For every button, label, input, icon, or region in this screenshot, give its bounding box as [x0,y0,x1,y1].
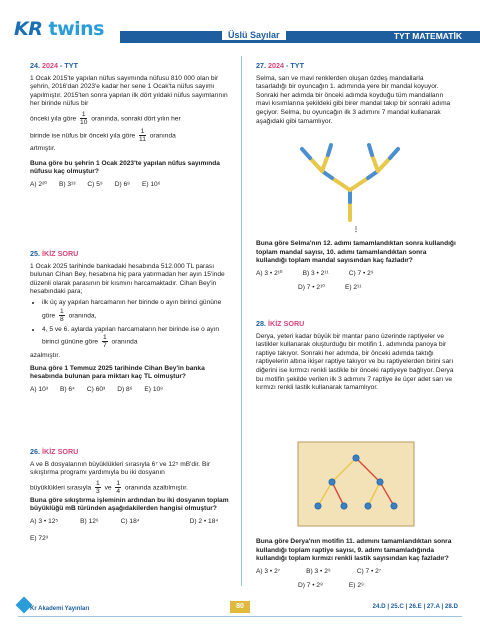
option-d[interactable]: D) 8⁶ [117,385,133,393]
option-d[interactable]: D) 6⁸ [114,180,130,188]
question-number: 26. İKİZ SORU [30,447,79,456]
answer-options [256,568,456,591]
fraction: $\frac{1}{8}$ [60,307,64,323]
question-text: 1 Ocak 2025 tarihinde bankadaki hesabında 512.000 TL parası bulunan Cihan Bey, hesabına hiç para yatırmadan her ayın 15'inde düzenli olarak parasının bir kısmını harcamaktadır. Cihan Bey'in hesabındaki para; [30,262,225,296]
question-26 [30,448,230,543]
question-28 [256,320,456,395]
answer-key: 24.D | 25.C | 26.E | 27.A | 28.D [372,603,458,610]
option-c[interactable]: C) 18⁴ [120,517,140,525]
option-e[interactable]: E) 10⁸ [144,385,163,393]
option-a[interactable]: A) 3 • 2⁷ [256,567,281,575]
option-d[interactable]: D) 7 • 2⁸ [298,582,323,590]
answer-options [30,518,230,543]
answer-options [30,181,230,190]
option-b[interactable]: B) 3 • 2⁹ [306,567,331,575]
option-e[interactable]: E) 2¹¹ [344,284,362,292]
fraction: $\frac{1}{7}$ [102,334,107,350]
option-c[interactable]: C) 7 • 2⁷ [356,567,382,575]
option-c[interactable]: C) 60³ [86,385,106,393]
page-number: 80 [230,601,250,613]
option-e[interactable]: E) 72³ [30,534,48,542]
option-e[interactable]: E) 2⁹ [348,582,364,590]
bullet-item: • 4, 5 ve 6. aylarda yapılan harcamaların her birinde ise o ayın birinci gününe göre $\frac{1}{7}$ oranında [42,326,230,350]
fraction: $\frac{1}{4}$ [116,479,121,495]
question-text: artmıştır. [30,144,56,152]
question-25 [30,250,230,395]
option-a[interactable]: A) 3 • 2¹⁰ [256,269,283,277]
page-header [0,0,480,42]
question-number: 27. 2024 - TYT [256,61,304,70]
option-a[interactable]: A) 10³ [30,385,48,393]
option-b[interactable]: B) 3 • 2¹¹ [302,269,329,277]
question-number: 24. 2024 - TYT [30,61,78,70]
question-text: Selma, sarı ve mavi renklerden oluşan özdeş mandallarla tasarladığı bir oyuncağın 1. adımında yere bir mandal koyuyor. Sonraki her adımda bir önceki adımda koyduğu tüm mandalların mavi kısımlarına şekildeki gibi birer mandal takıp bir sonraki adıma geçiyor. Selma, bu oyuncağın ilk 3 adımını 7 mandal kullanarak aşağıdaki gibi tamamlıyor. [256,74,451,125]
bullet-item: • ilk üç ay yapılan harcamanın her birinde o ayın birinci gününe göre $\frac{1}{8}$ oranında, [42,299,230,323]
header-title: Üslü Sayılar [222,30,286,40]
question-prompt: Buna göre Selma'nın 12. adımı tamamlandıktan sonra kullandığı toplam mandal sayısı, 10. adımı tamamlandıktan sonra kullandığı toplam mandal sayısından kaç fazladır? [256,240,456,265]
column-divider [241,56,242,586]
question-text: büyüklükleri sırasıyla $\frac{1}{3}$ ve $\frac{1}{4}$ oranında azaltılmıştır. [30,479,188,495]
option-d[interactable]: D) 2 • 18⁴ [189,517,219,525]
option-a[interactable]: A) 3 • 12⁵ [30,517,59,525]
question-prompt: Buna göre bu şehrin 1 Ocak 2023'te yapılan nüfus sayımında nüfusu kaç olmuştur? [30,159,220,176]
question-24 [30,62,230,189]
question-text: birinde ise nüfus bir önceki yıla göre $\frac{1}{11}$ oranında [30,127,176,143]
question-text: azalmıştır. [30,352,61,360]
answer-options [30,386,230,395]
question-27 [256,62,456,128]
option-e[interactable]: E) 10⁶ [141,180,161,188]
fraction: $\frac{1}{3}$ [96,479,100,495]
header-subject: TYT MATEMATİK [393,31,462,41]
answer-options [256,270,456,293]
question-28-prompt [256,538,456,591]
option-c[interactable]: C) 7 • 2⁹ [348,269,374,277]
question-text: önceki yıla göre $\frac{1}{10}$ oranında, sonraki dört yılın her [30,110,181,126]
kr-twins-logo: KR twins [14,18,104,40]
question-prompt: Buna göre sıkıştırma işleminin ardından bu iki dosyanın toplam büyüklüğü mB türünden aşağıdakilerden hangisi olmuştur? [30,496,229,513]
footer-line [18,616,462,617]
question-text: A ve B dosyalarının büyüklükleri sırasıyla 6⁷ ve 12⁵ mB'dir. Bir sıkıştırma programı yardımıyla bu iki dosyanın [30,460,211,477]
question-text: Derya, yeteri kadar büyük bir mantar pano üzerinde raptiyeler ve lastikler kullanarak oluşturduğu bir motifin 1. adımında panoya bir raptiye takıyor. Sonraki her adımda, bir önceki adımda taktığı raptiyelerin altına ikişer raptiye takıyor ve bu raptiyelerden birini sarı diğerini ise kırmızı renkli lastikle bir önceki raptiyeye bağlıyor. Derya bu motifin şekilde verilen ilk 3 adımını 7 raptiye ile üçer adet sarı ve kırmızı renkli lastik kullanarak tamamlıyor. [256,332,454,392]
option-d[interactable]: D) 7 • 2¹⁰ [298,284,325,292]
question-number: 28. İKİZ SORU [256,319,305,328]
option-c[interactable]: C) 5⁹ [87,180,103,188]
question-27-prompt [256,240,456,293]
option-b[interactable]: B) 6⁴ [59,385,75,393]
question-number: 25. İKİZ SORU [30,249,79,258]
option-a[interactable]: A) 2²⁰ [30,180,47,188]
question-text: 1 Ocak 2015'te yapılan nüfus sayımında nüfusu 810 000 olan bir şehrin, 2016'dan 2023'e kadar her sene 1 Ocak'ta nüfus sayımı yapılmıştır. 2015'ten sonra yapılan ilk dört yıldaki nüfus sayımlarının her birinde nüfus bir [30,74,228,108]
question-prompt: Buna göre Derya'nın motifin 11. adımını tamamlandıktan sonra kullandığı toplam raptiye sayısı, 9. adımı tamamladığında kullandığı toplam kırmızı renkli lastik sayısından kaç fazladır? [256,538,452,563]
publisher-name: Kr Akademi Yayınları [30,606,90,612]
question-prompt: Buna göre 1 Temmuz 2025 tarihinde Cihan Bey'in banka hesabında bulunan para miktarı kaç TL olmuştur? [30,364,205,381]
option-b[interactable]: B) 12⁶ [80,517,99,525]
ellipsis-dots: ⋮ [352,226,360,233]
clothespin-figure [290,128,410,224]
pushpin-board-figure [296,440,416,528]
fraction: $\frac{1}{10}$ [80,110,88,126]
fraction: $\frac{1}{11}$ [139,127,146,143]
option-b[interactable]: B) 3¹³ [58,180,76,188]
